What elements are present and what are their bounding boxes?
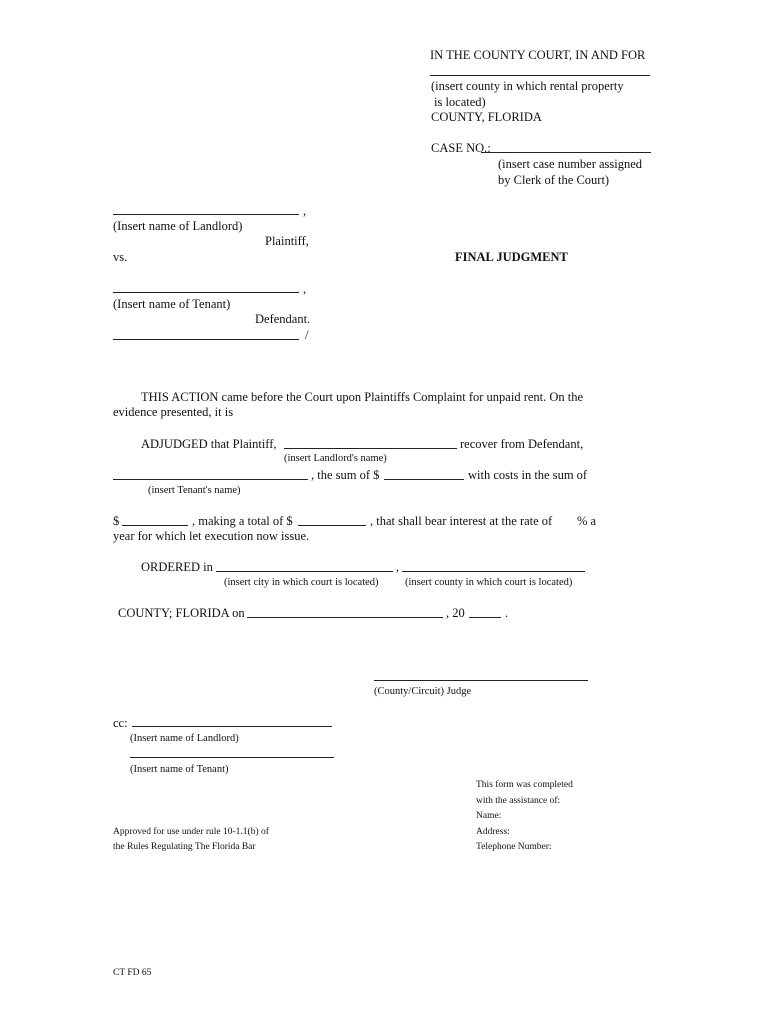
making-total-text: , making a total of $ — [192, 514, 293, 528]
assistance-phone-label: Telephone Number: — [476, 842, 552, 852]
cc-label: cc: — [113, 716, 128, 730]
form-code: CT FD 65 — [113, 968, 152, 978]
landlord-comma: , — [303, 204, 307, 218]
county-florida-label: COUNTY, FLORIDA — [431, 110, 542, 124]
costs-amount-blank — [122, 525, 188, 526]
landlord-name-hint: (Insert name of Landlord) — [113, 219, 243, 233]
city-hint: (insert city in which court is located) — [224, 577, 379, 588]
document-title: FINAL JUDGMENT — [455, 250, 568, 264]
tenant-comma: , — [303, 282, 307, 296]
county-hint-line-2: is located) — [434, 95, 486, 109]
county-florida-on-label: COUNTY; FLORIDA on — [118, 606, 245, 620]
cc-tenant-line — [130, 757, 334, 758]
landlord-blank-line — [113, 214, 299, 215]
adjudged-label: ADJUDGED that Plaintiff, — [141, 437, 277, 451]
date-period: . — [505, 606, 509, 620]
case-number-label: CASE NO.: — [431, 141, 491, 155]
tenant-name-sub-hint: (insert Tenant's name) — [148, 485, 241, 496]
recover-text: recover from Defendant, — [460, 437, 584, 451]
landlord-name-sub-hint: (insert Landlord's name) — [284, 453, 387, 464]
city-blank-line — [216, 571, 393, 572]
action-paragraph-line-1: THIS ACTION came before the Court upon Plaintiffs Complaint for unpaid rent. On the — [141, 390, 584, 404]
interest-text: , that shall bear interest at the rate of — [370, 514, 553, 528]
approval-line-1: Approved for use under rule 10-1.1(b) of — [113, 827, 269, 837]
county-blank-line — [430, 75, 650, 76]
sum-of-text: , the sum of $ — [311, 468, 380, 482]
county-court-blank-line — [402, 571, 585, 572]
costs-dollar-sign: $ — [113, 514, 120, 528]
action-paragraph-line-2: evidence presented, it is — [113, 405, 234, 419]
assistance-address-label: Address: — [476, 827, 510, 837]
assistance-name-label: Name: — [476, 811, 502, 821]
year-blank-line — [469, 617, 501, 618]
ordered-comma: , — [396, 560, 400, 574]
defendant-label: Defendant. — [255, 312, 311, 326]
cc-landlord-hint: (Insert name of Landlord) — [130, 733, 239, 744]
execution-text: year for which let execution now issue. — [113, 529, 310, 543]
judge-label: (County/Circuit) Judge — [374, 686, 472, 697]
tenant-name-hint: (Insert name of Tenant) — [113, 297, 231, 311]
cc-landlord-line — [132, 726, 332, 727]
caption-end-slash: / — [305, 328, 309, 342]
percent-a-text: % a — [577, 514, 597, 528]
tenant-blank-line — [113, 292, 299, 293]
costs-text: with costs in the sum of — [468, 468, 588, 482]
versus-label: vs. — [113, 250, 128, 264]
total-amount-blank — [298, 525, 366, 526]
county-hint-line-1: (insert county in which rental property — [431, 79, 624, 93]
assistance-line-2: with the assistance of: — [476, 796, 561, 806]
ordered-in-label: ORDERED in — [141, 560, 213, 574]
date-blank-line — [247, 617, 443, 618]
case-number-blank-line — [481, 152, 651, 153]
judge-signature-line — [374, 680, 588, 681]
case-hint-line-2: by Clerk of the Court) — [498, 173, 610, 187]
assistance-line-1: This form was completed — [476, 780, 573, 790]
court-heading: IN THE COUNTY COURT, IN AND FOR — [430, 48, 646, 62]
year-prefix-text: , 20 — [446, 606, 465, 620]
county-court-hint: (insert county in which court is located) — [405, 577, 573, 588]
defendant-name-blank — [113, 479, 308, 480]
case-hint-line-1: (insert case number assigned — [498, 157, 643, 171]
sum-amount-blank — [384, 479, 464, 480]
plaintiff-name-blank — [284, 448, 457, 449]
approval-line-2: the Rules Regulating The Florida Bar — [113, 842, 256, 852]
caption-end-line — [113, 339, 299, 340]
cc-tenant-hint: (Insert name of Tenant) — [130, 764, 229, 775]
plaintiff-label: Plaintiff, — [265, 234, 309, 248]
